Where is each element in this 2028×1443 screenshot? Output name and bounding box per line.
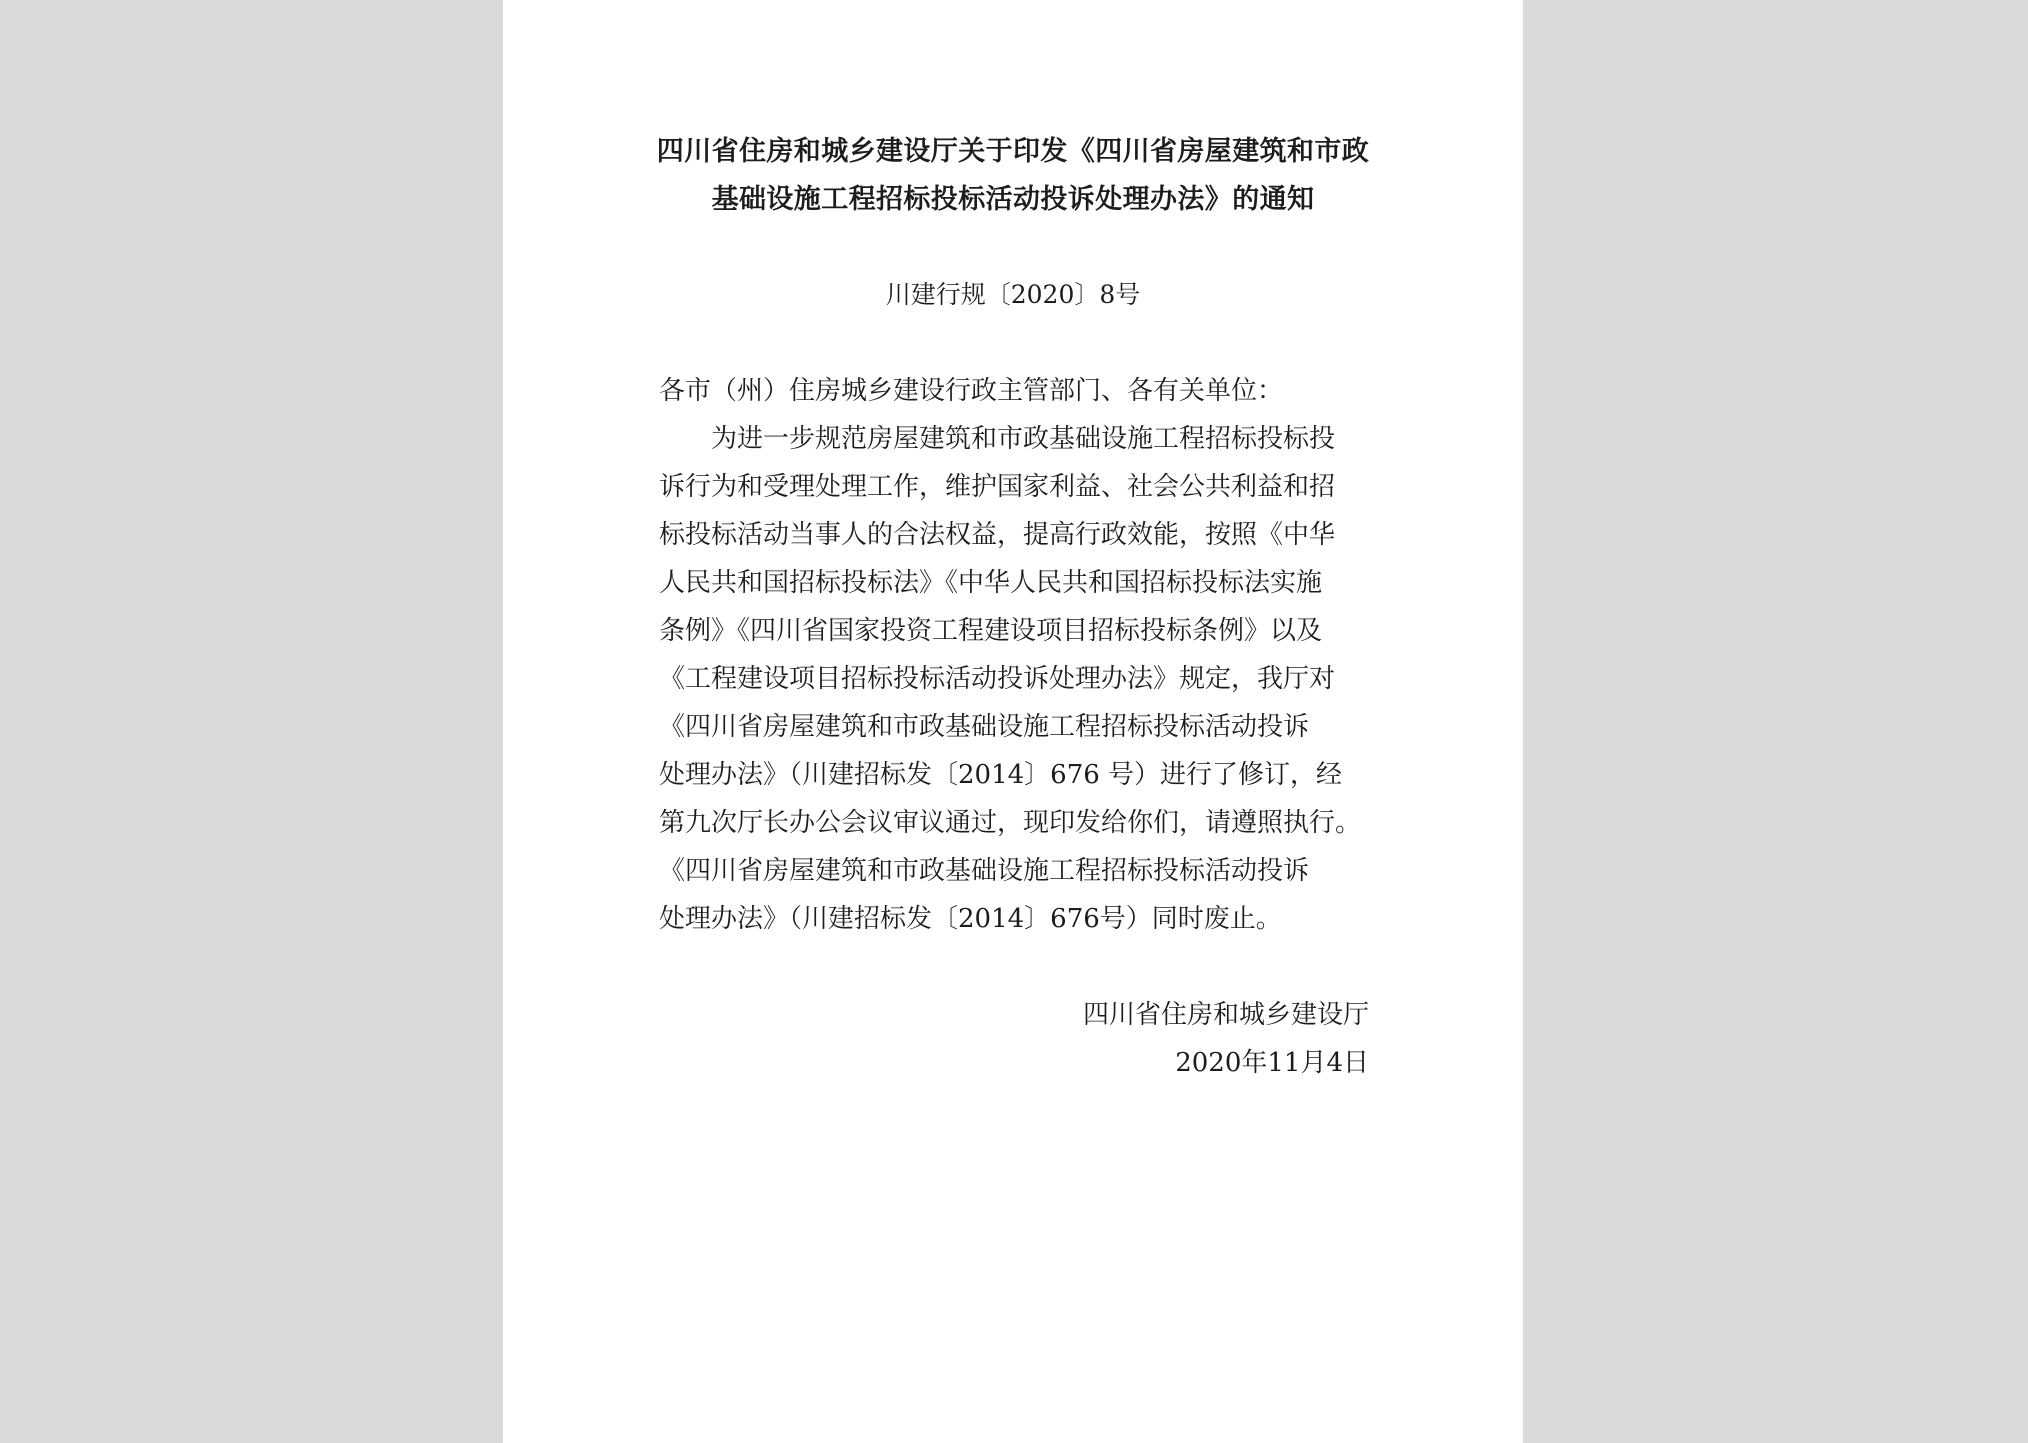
document-number: 川建行规〔2020〕8号: [885, 280, 1141, 309]
document-title-line-2: 基础设施工程招标投标活动投诉处理办法》的通知: [711, 184, 1315, 215]
body-line: 第九次厅长办公会议审议通过，现印发给你们，请遵照执行。: [659, 808, 1362, 838]
body-line: 《四川省房屋建筑和市政基础设施工程招标投标活动投诉: [659, 712, 1310, 742]
body-line: 为进一步规范房屋建筑和市政基础设施工程招标投标投: [659, 424, 1336, 454]
body-line: 标投标活动当事人的合法权益，提高行政效能，按照《中华: [659, 520, 1336, 550]
body-line: 诉行为和受理处理工作，维护国家利益、社会公共利益和招: [659, 472, 1336, 502]
body-line: 人民共和国招标投标法》《中华人民共和国招标投标法实施: [659, 568, 1323, 598]
issue-date: 2020年11月4日: [1175, 1048, 1369, 1078]
body-line: 《工程建设项目招标投标活动投诉处理办法》规定，我厅对: [659, 664, 1336, 694]
body-line: 处理办法》（川建招标发〔2014〕676号）同时废止。: [659, 904, 1282, 934]
salutation: 各市（州）住房城乡建设行政主管部门、各有关单位：: [659, 376, 1284, 406]
document-page: [503, 0, 1523, 1443]
document-title-line-1: 四川省住房和城乡建设厅关于印发《四川省房屋建筑和市政: [656, 136, 1370, 167]
body-line: 条例》《四川省国家投资工程建设项目招标投标条例》以及: [659, 616, 1323, 646]
body-line: 《四川省房屋建筑和市政基础设施工程招标投标活动投诉: [659, 856, 1310, 886]
body-line: 处理办法》（川建招标发〔2014〕676 号）进行了修订，经: [659, 760, 1343, 790]
issuer: 四川省住房和城乡建设厅: [1082, 1000, 1369, 1030]
